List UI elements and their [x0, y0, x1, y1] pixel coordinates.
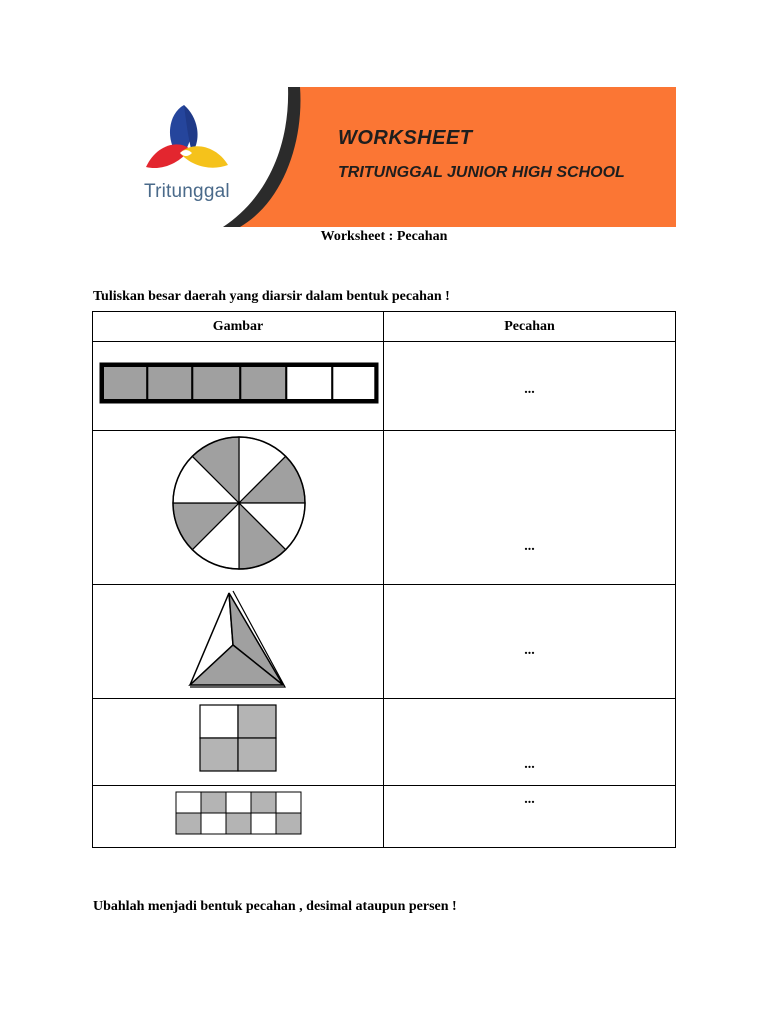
grid-cell: [176, 813, 201, 834]
fraction-table: [92, 311, 676, 848]
grid-cell: [201, 813, 226, 834]
table-row: [93, 699, 676, 786]
table-row: [93, 585, 676, 699]
shaded-bar-figure: [93, 342, 383, 425]
answer-cell[interactable]: [384, 431, 676, 585]
answer-cell[interactable]: [384, 342, 676, 431]
grid-cell: [176, 792, 201, 813]
table-row: [93, 431, 676, 585]
figure-cell: [93, 342, 384, 431]
banner-shape: [238, 87, 676, 227]
worksheet-subtitle: Worksheet : Pecahan: [320, 229, 448, 244]
answer-blank: ...: [524, 792, 535, 807]
grid-cell: [226, 792, 251, 813]
column-header-gambar: Gambar: [93, 312, 384, 342]
shaded-circle-figure: [93, 431, 383, 579]
answer-blank: ...: [524, 539, 535, 554]
table-row: [93, 342, 676, 431]
school-name: TRITUNGGAL JUNIOR HIGH SCHOOL: [338, 164, 625, 181]
instruction-2: Ubahlah menjadi bentuk pecahan , desimal ataupun persen !: [93, 899, 457, 914]
header-title: WORKSHEET: [338, 127, 473, 149]
answer-cell[interactable]: [384, 585, 676, 699]
answer-cell[interactable]: [384, 786, 676, 848]
grid-cell: [251, 792, 276, 813]
grid-cell: [276, 792, 301, 813]
shaded-triangle-figure: [93, 585, 383, 693]
grid-cell: [226, 813, 251, 834]
answer-blank: ...: [524, 643, 535, 658]
column-header-pecahan: Pecahan: [384, 312, 676, 342]
grid-cell: [201, 792, 226, 813]
tritunggal-logo-icon: [146, 105, 228, 168]
grid-cell: [276, 813, 301, 834]
header-banner: [118, 87, 676, 227]
answer-blank: ...: [524, 382, 535, 397]
answer-cell[interactable]: [384, 699, 676, 786]
figure-cell: [93, 585, 384, 699]
answer-blank: ...: [524, 757, 535, 772]
grid-cell: [251, 813, 276, 834]
shaded-grid-figure: [93, 786, 383, 842]
shaded-square-figure: [93, 699, 383, 780]
brand-name: Tritunggal: [144, 181, 230, 202]
instruction-1: Tuliskan besar daerah yang diarsir dalam bentuk pecahan !: [93, 289, 450, 304]
table-header-row: [93, 312, 676, 342]
table-row: [93, 786, 676, 848]
figure-cell: [93, 699, 384, 786]
figure-cell: [93, 431, 384, 585]
worksheet-header: [118, 87, 676, 227]
figure-cell: [93, 786, 384, 848]
